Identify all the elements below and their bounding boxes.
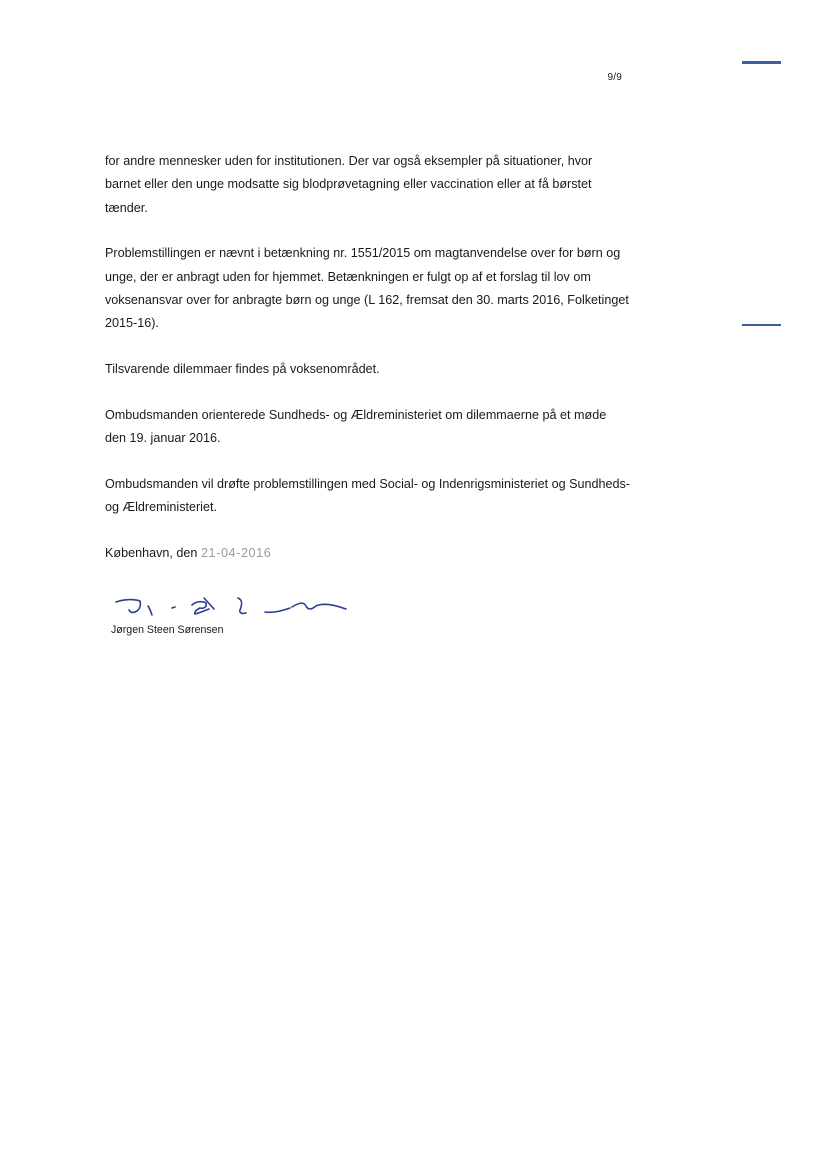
closing-date: 21-04-2016 (200, 545, 272, 560)
closing-line (105, 542, 630, 565)
paragraph-situations: for andre mennesker uden for institutionen. Der var også eksempler på situationer, hvor barnet eller den unge modsatte sig blodprøvetagning eller vaccination eller at få børstet tænder. (105, 154, 593, 215)
margin-mark-middle (742, 324, 781, 326)
margin-mark-top (742, 61, 781, 64)
signer-name: Jørgen Steen Sørensen (111, 624, 224, 636)
closing-place: København, den (105, 545, 201, 560)
paragraph-adult-area: Tilsvarende dilemmaer findes på voksenområdet. (105, 361, 380, 376)
paragraph-ministry-meeting: Ombudsmanden orienterede Sundheds- og Ældreministeriet om dilemmaerne på et møde den 19. januar 2016. (105, 407, 607, 445)
letter-body (105, 150, 630, 587)
paragraph-discussion: Ombudsmanden vil drøfte problemstillingen med Social- og Indenrigsministeriet og Sundheds- og Ældreministeriet. (105, 476, 631, 514)
handwritten-signature (110, 592, 355, 626)
paragraph-report: Problemstillingen er nævnt i betænkning nr. 1551/2015 om magtanvendelse over for børn og unge, der er anbragt uden for hjemmet. Betænkningen er fulgt op af et forslag til lov om voksenansvar over for anbragte børn og unge (L 162, fremsat den 30. marts 2016, Folketinget 2015-16). (105, 246, 629, 331)
page-number: 9/9 (607, 72, 622, 83)
